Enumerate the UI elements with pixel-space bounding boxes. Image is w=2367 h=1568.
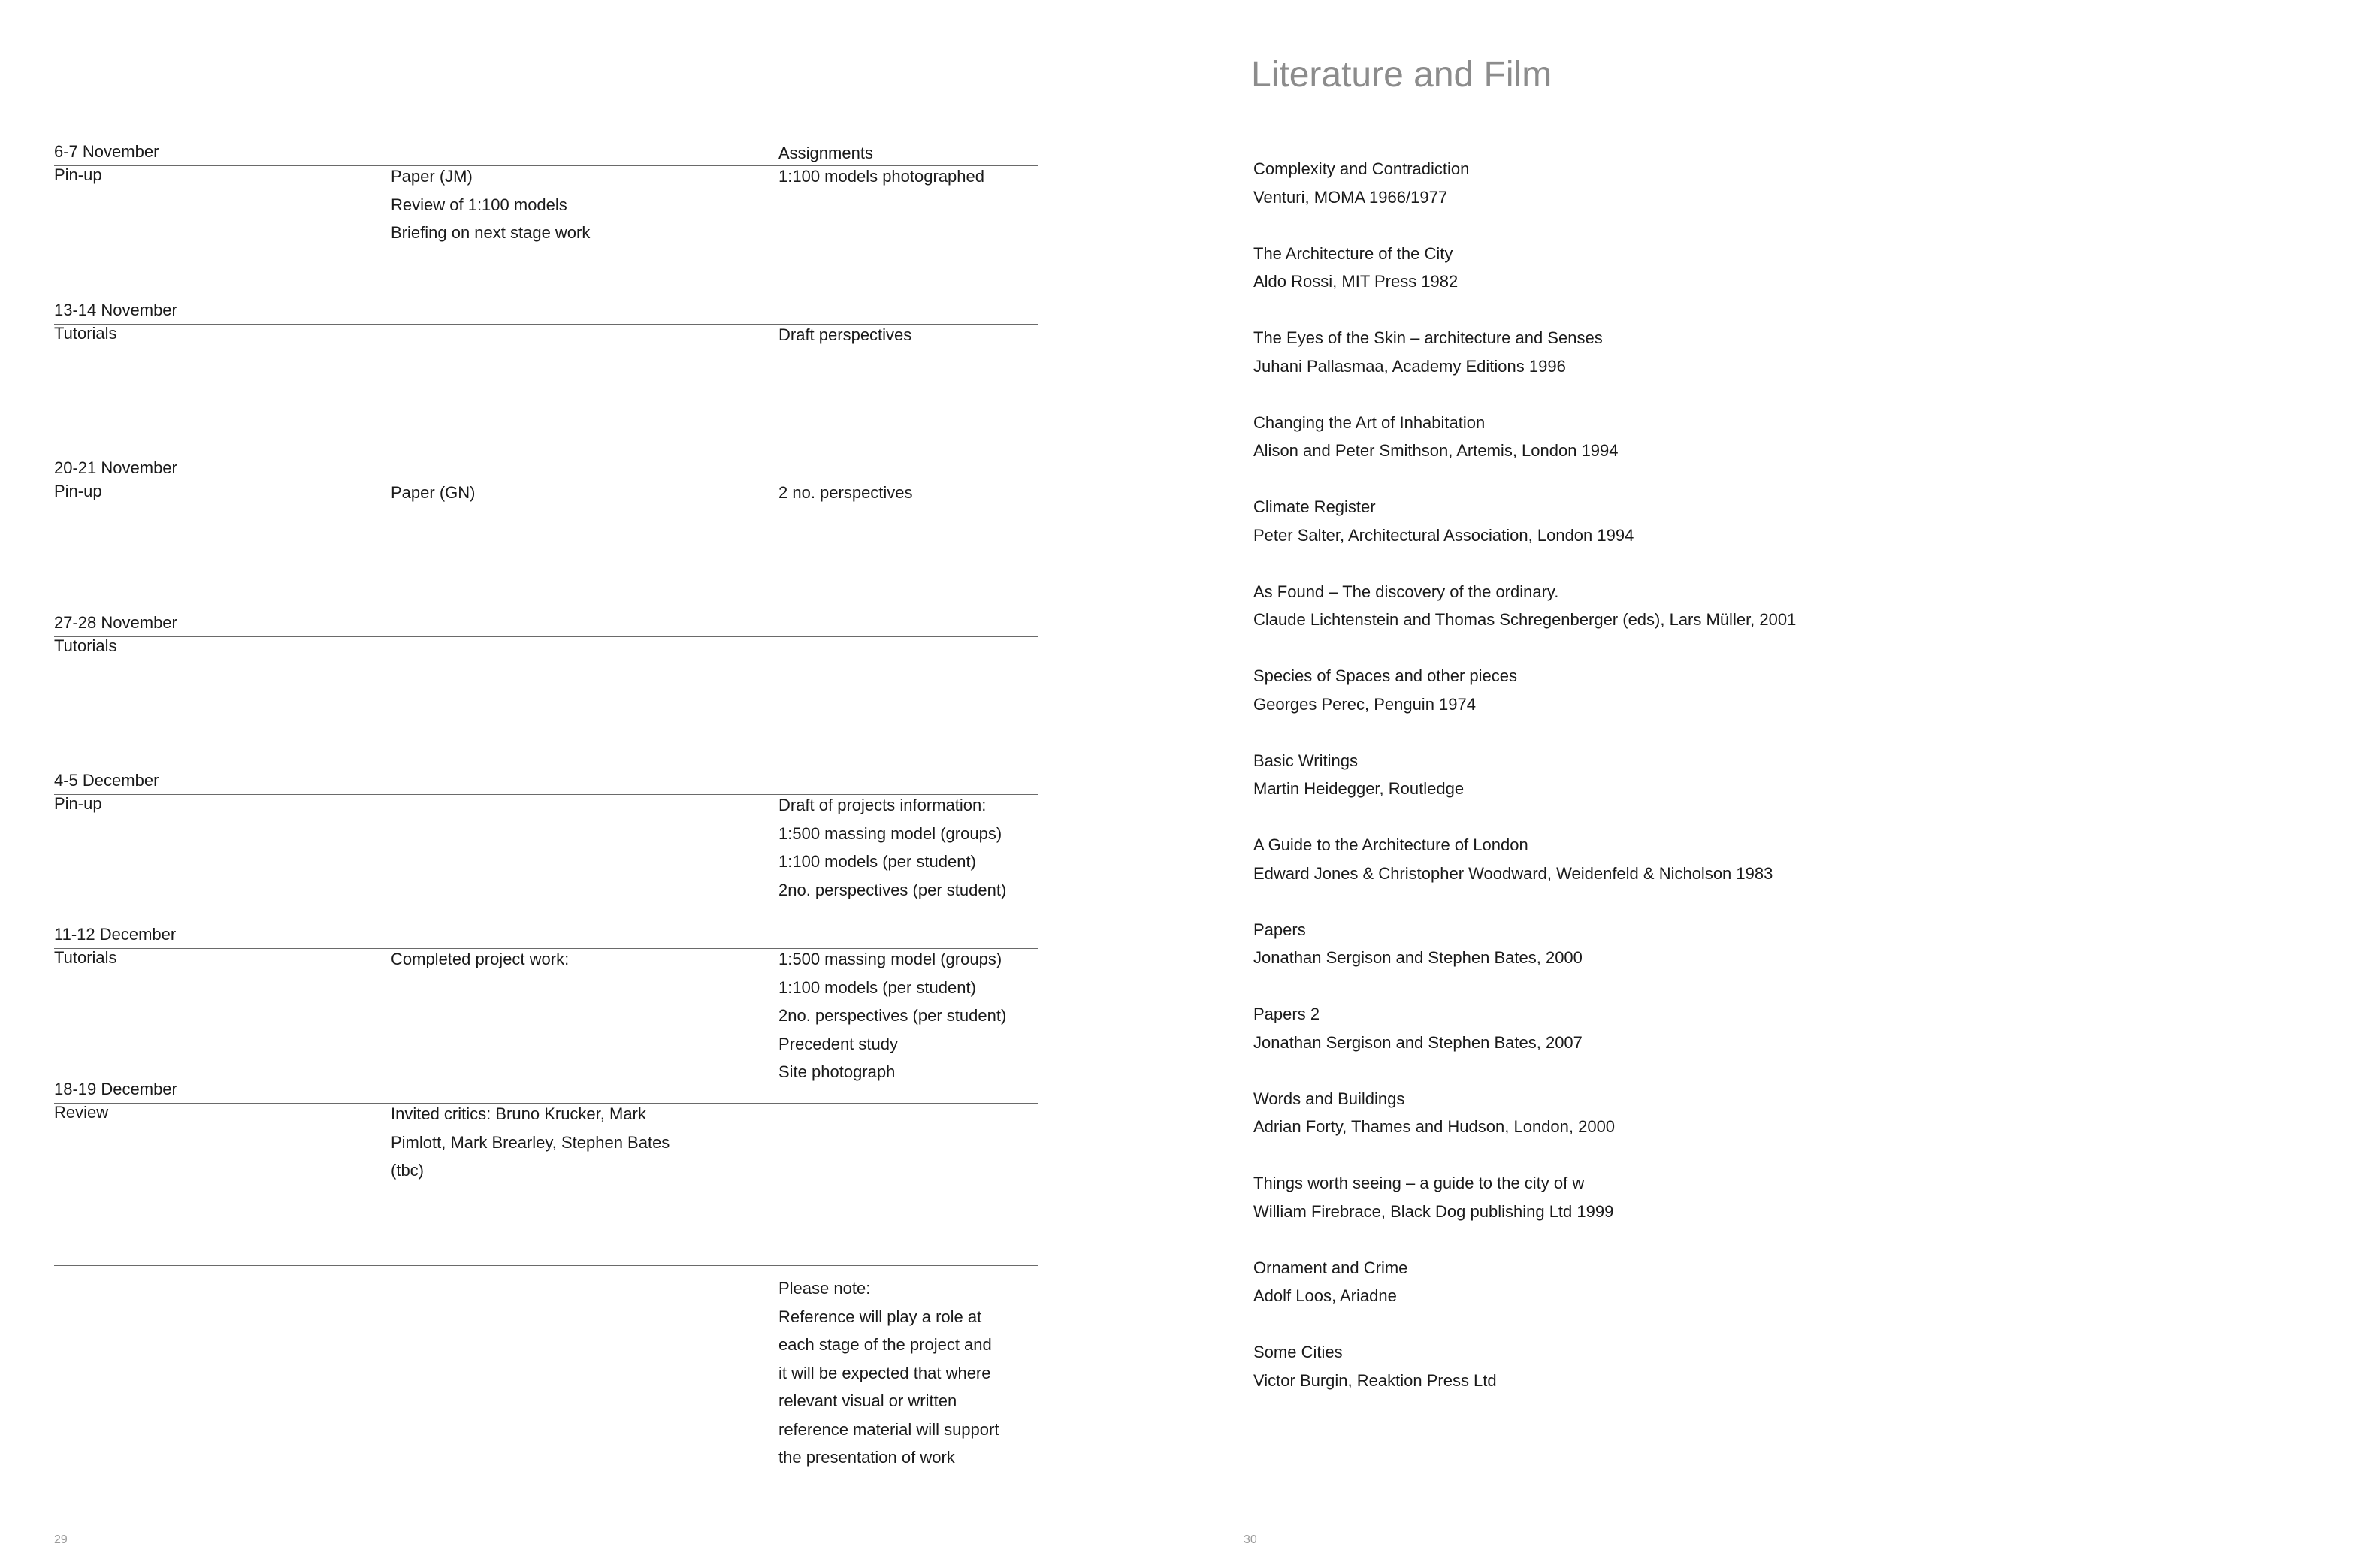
week-assignments xyxy=(778,791,1006,904)
assignment-line: 2 no. perspectives xyxy=(778,483,913,502)
note-text-line: it will be expected that where xyxy=(778,1363,991,1382)
page-number-left: 29 xyxy=(54,1533,68,1546)
reference-item xyxy=(1253,662,1796,747)
reference-title: Papers 2 xyxy=(1253,1005,1320,1023)
reference-publication: Adrian Forty, Thames and Hudson, London, 2000 xyxy=(1253,1117,1616,1136)
week-assignments xyxy=(778,945,1006,1086)
reference-title: As Found – The discovery of the ordinary. xyxy=(1253,582,1559,601)
reference-item xyxy=(1253,155,1796,240)
reference-publication: Aldo Rossi, MIT Press 1982 xyxy=(1253,272,1459,291)
reference-title: Complexity and Contradiction xyxy=(1253,159,1470,178)
reference-item xyxy=(1253,240,1796,325)
note-line: Review of 1:100 models xyxy=(391,195,567,214)
note-line: Completed project work: xyxy=(391,950,570,968)
section-title: Literature and Film xyxy=(1251,55,1552,95)
week-date: 18-19 December xyxy=(54,1080,177,1098)
week-notes xyxy=(391,1100,670,1185)
week-activity: Tutorials xyxy=(54,324,117,343)
week-date: 13-14 November xyxy=(54,301,177,319)
note-line: Invited critics: Bruno Krucker, Mark xyxy=(391,1104,646,1123)
week-assignments xyxy=(778,479,913,507)
week-activity: Tutorials xyxy=(54,636,117,655)
reference-title: Papers xyxy=(1253,920,1306,939)
assignments-header: Assignments xyxy=(778,144,873,162)
assignment-line: Site photograph xyxy=(778,1062,896,1081)
week-assignments xyxy=(778,321,911,349)
note-line: Paper (GN) xyxy=(391,483,476,502)
week-assignments xyxy=(778,162,984,191)
reference-item xyxy=(1253,1085,1796,1170)
reference-publication: Peter Salter, Architectural Association, London 1994 xyxy=(1253,525,1634,545)
reference-publication: Jonathan Sergison and Stephen Bates, 2000 xyxy=(1253,948,1583,967)
right-page xyxy=(1184,0,2367,1568)
reference-title: Climate Register xyxy=(1253,497,1376,516)
note-text-line: each stage of the project and xyxy=(778,1335,992,1354)
week-date: 11-12 December xyxy=(54,925,177,944)
note-line: Paper (JM) xyxy=(391,167,473,186)
week-activity: Pin-up xyxy=(54,794,102,813)
note-line: Pimlott, Mark Brearley, Stephen Bates xyxy=(391,1132,670,1152)
reference-publication: Martin Heidegger, Routledge xyxy=(1253,779,1465,798)
assignment-line: Draft perspectives xyxy=(778,325,912,344)
reference-item xyxy=(1253,578,1796,663)
reference-item xyxy=(1253,324,1796,409)
reference-publication: Claude Lichtenstein and Thomas Schregenberger (eds), Lars Müller, 2001 xyxy=(1253,610,1797,629)
note-text-line: reference material will support xyxy=(778,1419,999,1439)
note-line: (tbc) xyxy=(391,1161,424,1180)
reference-publication: Adolf Loos, Ariadne xyxy=(1253,1286,1397,1305)
week-activity: Pin-up xyxy=(54,165,102,184)
reference-publication: Juhani Pallasmaa, Academy Editions 1996 xyxy=(1253,356,1566,376)
assignment-line: Precedent study xyxy=(778,1034,898,1053)
reference-title: Changing the Art of Inhabitation xyxy=(1253,412,1486,432)
note-text-line: Please note: xyxy=(778,1279,871,1298)
reference-publication: Edward Jones & Christopher Woodward, Weidenfeld & Nicholson 1983 xyxy=(1253,863,1773,883)
reference-item xyxy=(1253,916,1796,1001)
week-activity: Review xyxy=(54,1103,109,1122)
reference-publication: Alison and Peter Smithson, Artemis, London 1994 xyxy=(1253,441,1619,460)
assignment-line: 1:100 models (per student) xyxy=(778,977,976,997)
assignment-line: 1:500 massing model (groups) xyxy=(778,823,1002,843)
assignment-line: 1:100 models photographed xyxy=(778,167,984,186)
reference-list xyxy=(1253,155,1796,1423)
assignment-line: 2no. perspectives (per student) xyxy=(778,1006,1007,1025)
note-text-line: Reference will play a role at xyxy=(778,1307,982,1326)
reference-publication: Georges Perec, Penguin 1974 xyxy=(1253,694,1476,714)
week-notes xyxy=(391,479,475,507)
reference-title: Species of Spaces and other pieces xyxy=(1253,666,1518,685)
reference-item xyxy=(1253,409,1796,494)
week-date: 6-7 November xyxy=(54,142,159,161)
week-date: 20-21 November xyxy=(54,458,177,477)
reference-item xyxy=(1253,831,1796,916)
reference-item xyxy=(1253,1169,1796,1254)
reference-title: Words and Buildings xyxy=(1253,1089,1405,1108)
reference-publication: Jonathan Sergison and Stephen Bates, 2007 xyxy=(1253,1032,1583,1052)
note-text-line: relevant visual or written xyxy=(778,1391,957,1410)
reference-item xyxy=(1253,1254,1796,1339)
assignment-line: Draft of projects information: xyxy=(778,796,987,814)
week-divider xyxy=(54,636,1038,637)
please-note xyxy=(778,1274,999,1472)
reference-item xyxy=(1253,1000,1796,1085)
reference-title: Basic Writings xyxy=(1253,751,1358,770)
note-divider xyxy=(54,1265,1038,1266)
reference-publication: Victor Burgin, Reaktion Press Ltd xyxy=(1253,1370,1497,1390)
reference-title: Things worth seeing – a guide to the city of w xyxy=(1253,1174,1585,1192)
note-line: Briefing on next stage work xyxy=(391,223,591,242)
week-date: 4-5 December xyxy=(54,771,159,790)
reference-publication: Venturi, MOMA 1966/1977 xyxy=(1253,187,1448,207)
page-number-right: 30 xyxy=(1244,1533,1257,1546)
reference-item xyxy=(1253,493,1796,578)
week-notes xyxy=(391,162,590,247)
assignment-line: 1:100 models (per student) xyxy=(778,852,976,871)
note-text-line: the presentation of work xyxy=(778,1448,955,1467)
reference-title: The Architecture of the City xyxy=(1253,243,1453,263)
assignment-line: 1:500 massing model (groups) xyxy=(778,950,1002,968)
week-notes xyxy=(391,945,569,974)
reference-title: Ornament and Crime xyxy=(1253,1258,1408,1277)
reference-item xyxy=(1253,747,1796,832)
reference-title: A Guide to the Architecture of London xyxy=(1253,835,1528,854)
week-activity: Tutorials xyxy=(54,948,117,967)
reference-title: Some Cities xyxy=(1253,1343,1343,1361)
reference-item xyxy=(1253,1338,1796,1423)
week-date: 27-28 November xyxy=(54,613,177,632)
assignment-line: 2no. perspectives (per student) xyxy=(778,880,1007,899)
week-activity: Pin-up xyxy=(54,482,102,500)
reference-title: The Eyes of the Skin – architecture and Senses xyxy=(1253,328,1603,347)
reference-publication: William Firebrace, Black Dog publishing Ltd 1999 xyxy=(1253,1201,1614,1221)
